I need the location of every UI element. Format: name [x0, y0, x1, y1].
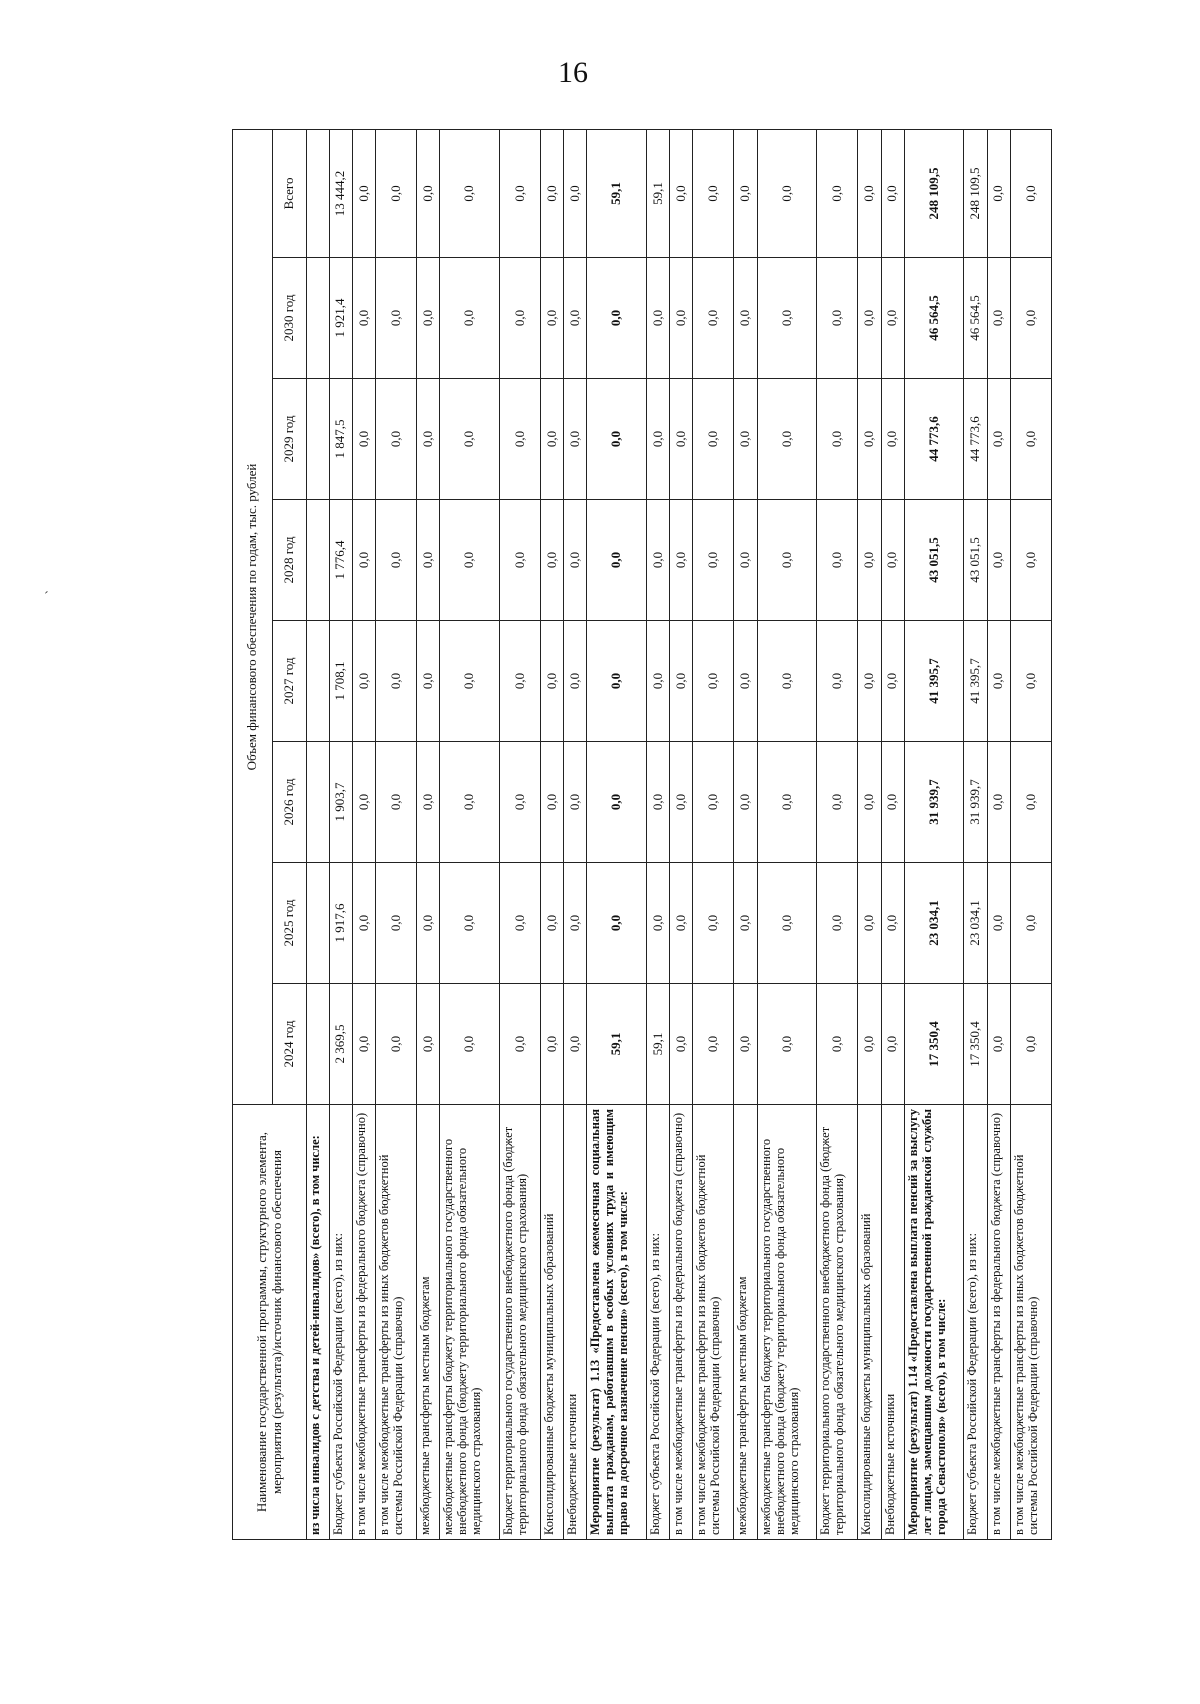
- table-row: [564, 129, 587, 1539]
- value-cell: 0,0: [352, 742, 375, 863]
- row-name-cell: Бюджет субъекта Российской Федерации (всего), из них:: [329, 1105, 352, 1540]
- value-cell: 0,0: [693, 379, 734, 500]
- value-cell: 23 034,1: [904, 863, 964, 984]
- value-cell: 0,0: [499, 258, 540, 379]
- value-cell: 0,0: [693, 984, 734, 1105]
- value-cell: 0,0: [757, 500, 817, 621]
- value-cell: 43 051,5: [964, 500, 987, 621]
- value-cell: 0,0: [757, 984, 817, 1105]
- table-row: [540, 129, 563, 1539]
- rotated-table-wrapper: [232, 130, 1052, 1540]
- value-cell: 23 034,1: [964, 863, 987, 984]
- value-cell: 0,0: [499, 742, 540, 863]
- measure-row: [307, 129, 330, 1539]
- value-cell: 46 564,5: [964, 258, 987, 379]
- value-cell: 0,0: [646, 621, 669, 742]
- value-cell: 44 773,6: [904, 379, 964, 500]
- table-row: [858, 129, 881, 1539]
- row-name-cell: Внебюджетные источники: [564, 1105, 587, 1540]
- value-cell: 0,0: [417, 863, 440, 984]
- value-cell: 31 939,7: [904, 742, 964, 863]
- table-row: [987, 129, 1010, 1539]
- value-cell: 0,0: [987, 258, 1010, 379]
- table-row: [440, 129, 500, 1539]
- row-name-cell: Внебюджетные источники: [881, 1105, 904, 1540]
- row-name-cell: Бюджет территориального государственного внебюджетного фонда (бюджет территориального фонда обязательного медицинского страхования): [499, 1105, 540, 1540]
- value-cell: 43 051,5: [904, 500, 964, 621]
- value-cell: 0,0: [817, 129, 858, 257]
- value-cell: 0,0: [540, 129, 563, 257]
- value-cell: 0,0: [440, 621, 500, 742]
- value-cell: 0,0: [881, 863, 904, 984]
- table-row: [352, 129, 375, 1539]
- value-cell: 0,0: [881, 129, 904, 257]
- value-cell: 1 917,6: [329, 863, 352, 984]
- scan-mark: ´: [44, 590, 49, 605]
- value-cell: 0,0: [540, 863, 563, 984]
- value-cell: 0,0: [693, 129, 734, 257]
- row-name-cell: Бюджет территориального государственного внебюджетного фонда (бюджет территориального фонда обязательного медицинского страхования): [817, 1105, 858, 1540]
- value-cell: 0,0: [440, 863, 500, 984]
- value-cell: [307, 863, 330, 984]
- value-cell: 0,0: [417, 379, 440, 500]
- value-cell: 59,1: [646, 129, 669, 257]
- value-cell: 0,0: [858, 742, 881, 863]
- value-cell: 0,0: [375, 500, 416, 621]
- value-cell: 0,0: [417, 258, 440, 379]
- header-year-cell: 2028 год: [273, 500, 307, 621]
- value-cell: 0,0: [1010, 500, 1051, 621]
- value-cell: 0,0: [987, 621, 1010, 742]
- row-name-cell: в том числе межбюджетные трансферты из федерального бюджета (справочно): [352, 1105, 375, 1540]
- value-cell: 0,0: [352, 129, 375, 257]
- value-cell: 13 444,2: [329, 129, 352, 257]
- value-cell: 0,0: [817, 258, 858, 379]
- value-cell: 0,0: [757, 742, 817, 863]
- value-cell: 0,0: [734, 863, 757, 984]
- value-cell: 0,0: [987, 500, 1010, 621]
- value-cell: 0,0: [540, 500, 563, 621]
- row-name-cell: в том числе межбюджетные трансферты из иных бюджетов бюджетной системы Российской Федерации (справочно): [375, 1105, 416, 1540]
- measure-row: [904, 129, 964, 1539]
- row-name-cell: межбюджетные трансферты бюджету территориального государственного внебюджетного фонда (бюджету территориального фонда обязательного медицинского страхования): [440, 1105, 500, 1540]
- row-name-cell: Мероприятие (результат) 1.14 «Предоставлена выплата пенсий за выслугу лет лицам, замещавшим должности государственной гражданской службы города Севастополя» (всего), в том числе:: [904, 1105, 964, 1540]
- value-cell: 0,0: [817, 379, 858, 500]
- value-cell: 0,0: [540, 379, 563, 500]
- value-cell: 0,0: [417, 742, 440, 863]
- value-cell: 0,0: [858, 984, 881, 1105]
- value-cell: 0,0: [564, 129, 587, 257]
- value-cell: 0,0: [587, 500, 647, 621]
- value-cell: 0,0: [734, 742, 757, 863]
- financing-table: [232, 129, 1052, 1540]
- value-cell: 0,0: [757, 129, 817, 257]
- header-financing-group: Объем финансового обеспечения по годам, тыс. рублей: [233, 129, 273, 1104]
- value-cell: 0,0: [417, 621, 440, 742]
- value-cell: 0,0: [375, 984, 416, 1105]
- value-cell: 0,0: [670, 863, 693, 984]
- value-cell: [307, 129, 330, 257]
- value-cell: 0,0: [734, 621, 757, 742]
- header-year-cell: 2030 год: [273, 258, 307, 379]
- value-cell: 0,0: [858, 500, 881, 621]
- value-cell: 0,0: [564, 258, 587, 379]
- value-cell: 0,0: [352, 379, 375, 500]
- value-cell: [307, 742, 330, 863]
- table-body: [307, 129, 1052, 1539]
- row-name-cell: в том числе межбюджетные трансферты из федерального бюджета (справочно): [987, 1105, 1010, 1540]
- value-cell: 0,0: [858, 621, 881, 742]
- value-cell: 0,0: [1010, 984, 1051, 1105]
- value-cell: 0,0: [564, 621, 587, 742]
- value-cell: [307, 379, 330, 500]
- row-name-cell: Бюджет субъекта Российской Федерации (всего), из них:: [646, 1105, 669, 1540]
- value-cell: 0,0: [693, 621, 734, 742]
- value-cell: 0,0: [1010, 621, 1051, 742]
- value-cell: 0,0: [757, 863, 817, 984]
- value-cell: 0,0: [352, 863, 375, 984]
- row-name-cell: Мероприятие (результат) 1.13 «Предоставлена ежемесячная социальная выплата гражданам, работавшим в особых условиях труда и имеющим право на досрочное назначение пенсии» (всего), в том числе:: [587, 1105, 647, 1540]
- value-cell: [307, 258, 330, 379]
- row-name-cell: в том числе межбюджетные трансферты из иных бюджетов бюджетной системы Российской Федерации (справочно): [693, 1105, 734, 1540]
- value-cell: 0,0: [352, 621, 375, 742]
- value-cell: 0,0: [540, 621, 563, 742]
- value-cell: 0,0: [440, 258, 500, 379]
- value-cell: 0,0: [1010, 258, 1051, 379]
- value-cell: 0,0: [858, 129, 881, 257]
- value-cell: 0,0: [440, 500, 500, 621]
- value-cell: 0,0: [646, 863, 669, 984]
- value-cell: 0,0: [858, 258, 881, 379]
- value-cell: 0,0: [499, 500, 540, 621]
- value-cell: 0,0: [670, 500, 693, 621]
- value-cell: 0,0: [1010, 129, 1051, 257]
- value-cell: 0,0: [670, 258, 693, 379]
- table-header: [233, 129, 307, 1539]
- value-cell: 0,0: [858, 379, 881, 500]
- value-cell: 2 369,5: [329, 984, 352, 1105]
- value-cell: 0,0: [440, 984, 500, 1105]
- value-cell: 0,0: [987, 863, 1010, 984]
- value-cell: 0,0: [375, 863, 416, 984]
- table-row: [375, 129, 416, 1539]
- row-name-cell: в том числе межбюджетные трансферты из федерального бюджета (справочно): [670, 1105, 693, 1540]
- value-cell: 0,0: [352, 500, 375, 621]
- value-cell: 0,0: [817, 621, 858, 742]
- table-row: [693, 129, 734, 1539]
- value-cell: 0,0: [693, 742, 734, 863]
- value-cell: 0,0: [817, 500, 858, 621]
- table-row: [734, 129, 757, 1539]
- table-row: [757, 129, 817, 1539]
- value-cell: 0,0: [352, 984, 375, 1105]
- value-cell: 0,0: [587, 379, 647, 500]
- value-cell: [307, 621, 330, 742]
- value-cell: 1 708,1: [329, 621, 352, 742]
- table-row: [499, 129, 540, 1539]
- table-row: [817, 129, 858, 1539]
- value-cell: 0,0: [987, 129, 1010, 257]
- value-cell: 0,0: [564, 863, 587, 984]
- value-cell: 0,0: [440, 379, 500, 500]
- value-cell: 0,0: [817, 742, 858, 863]
- value-cell: 0,0: [375, 621, 416, 742]
- row-name-cell: межбюджетные трансферты местным бюджетам: [734, 1105, 757, 1540]
- value-cell: 1 921,4: [329, 258, 352, 379]
- value-cell: 0,0: [375, 379, 416, 500]
- value-cell: 31 939,7: [964, 742, 987, 863]
- value-cell: 0,0: [670, 379, 693, 500]
- value-cell: [307, 500, 330, 621]
- header-year-cell: 2027 год: [273, 621, 307, 742]
- value-cell: 0,0: [881, 258, 904, 379]
- value-cell: 0,0: [734, 984, 757, 1105]
- value-cell: 0,0: [440, 129, 500, 257]
- value-cell: 0,0: [1010, 742, 1051, 863]
- row-name-cell: Консолидированные бюджеты муниципальных образований: [540, 1105, 563, 1540]
- value-cell: 0,0: [757, 621, 817, 742]
- value-cell: 0,0: [670, 621, 693, 742]
- value-cell: 0,0: [693, 500, 734, 621]
- value-cell: 59,1: [587, 129, 647, 257]
- value-cell: 0,0: [881, 500, 904, 621]
- value-cell: 41 395,7: [964, 621, 987, 742]
- value-cell: 0,0: [499, 863, 540, 984]
- value-cell: 0,0: [757, 379, 817, 500]
- value-cell: 0,0: [375, 129, 416, 257]
- value-cell: 0,0: [646, 258, 669, 379]
- table-row: [964, 129, 987, 1539]
- value-cell: 0,0: [734, 258, 757, 379]
- value-cell: 0,0: [987, 984, 1010, 1105]
- value-cell: 0,0: [734, 500, 757, 621]
- value-cell: 0,0: [734, 379, 757, 500]
- value-cell: 0,0: [693, 258, 734, 379]
- value-cell: 0,0: [670, 742, 693, 863]
- value-cell: 0,0: [587, 258, 647, 379]
- page-number: 16: [558, 56, 588, 89]
- value-cell: 17 350,4: [904, 984, 964, 1105]
- value-cell: 0,0: [417, 984, 440, 1105]
- value-cell: 0,0: [587, 621, 647, 742]
- value-cell: 1 903,7: [329, 742, 352, 863]
- value-cell: 0,0: [499, 984, 540, 1105]
- table-row: [417, 129, 440, 1539]
- row-name-cell: межбюджетные трансферты местным бюджетам: [417, 1105, 440, 1540]
- value-cell: 0,0: [881, 621, 904, 742]
- value-cell: 0,0: [540, 258, 563, 379]
- header-year-cell: 2029 год: [273, 379, 307, 500]
- value-cell: 1 776,4: [329, 500, 352, 621]
- value-cell: 0,0: [352, 258, 375, 379]
- value-cell: 0,0: [1010, 379, 1051, 500]
- row-name-cell: из числа инвалидов с детства и детей-инвалидов» (всего), в том числе:: [307, 1105, 330, 1540]
- value-cell: 248 109,5: [964, 129, 987, 257]
- value-cell: 0,0: [440, 742, 500, 863]
- value-cell: 0,0: [375, 258, 416, 379]
- value-cell: 0,0: [375, 742, 416, 863]
- value-cell: 0,0: [499, 129, 540, 257]
- value-cell: 0,0: [987, 379, 1010, 500]
- value-cell: 0,0: [564, 742, 587, 863]
- value-cell: 0,0: [817, 984, 858, 1105]
- header-year-cell: 2024 год: [273, 984, 307, 1105]
- value-cell: 0,0: [587, 742, 647, 863]
- value-cell: 248 109,5: [904, 129, 964, 257]
- measure-row: [587, 129, 647, 1539]
- value-cell: 0,0: [564, 984, 587, 1105]
- value-cell: 0,0: [987, 742, 1010, 863]
- value-cell: 0,0: [417, 500, 440, 621]
- header-year-cell: 2025 год: [273, 863, 307, 984]
- value-cell: 46 564,5: [904, 258, 964, 379]
- value-cell: 59,1: [587, 984, 647, 1105]
- value-cell: 0,0: [499, 621, 540, 742]
- row-name-cell: в том числе межбюджетные трансферты из иных бюджетов бюджетной системы Российской Федерации (справочно): [1010, 1105, 1051, 1540]
- table-row: [670, 129, 693, 1539]
- value-cell: 0,0: [646, 379, 669, 500]
- table-row: [881, 129, 904, 1539]
- value-cell: 0,0: [540, 742, 563, 863]
- value-cell: 0,0: [881, 742, 904, 863]
- header-year-cell: 2026 год: [273, 742, 307, 863]
- value-cell: 0,0: [817, 863, 858, 984]
- value-cell: 0,0: [540, 984, 563, 1105]
- value-cell: 44 773,6: [964, 379, 987, 500]
- table-row: [329, 129, 352, 1539]
- value-cell: 41 395,7: [904, 621, 964, 742]
- row-name-cell: Консолидированные бюджеты муниципальных образований: [858, 1105, 881, 1540]
- row-name-cell: Бюджет субъекта Российской Федерации (всего), из них:: [964, 1105, 987, 1540]
- value-cell: 0,0: [757, 258, 817, 379]
- value-cell: 0,0: [670, 984, 693, 1105]
- value-cell: 0,0: [646, 500, 669, 621]
- value-cell: 0,0: [670, 129, 693, 257]
- value-cell: 0,0: [646, 742, 669, 863]
- header-year-cell: Всего: [273, 129, 307, 257]
- table-row: [646, 129, 669, 1539]
- table-row: [1010, 129, 1051, 1539]
- value-cell: 0,0: [499, 379, 540, 500]
- value-cell: 0,0: [693, 863, 734, 984]
- value-cell: 17 350,4: [964, 984, 987, 1105]
- value-cell: [307, 984, 330, 1105]
- header-name-column: Наименование государственной программы, структурного элемента, мероприятия (результата)/источник финансового обеспечения: [233, 1105, 307, 1540]
- value-cell: 0,0: [858, 863, 881, 984]
- value-cell: 0,0: [587, 863, 647, 984]
- value-cell: 0,0: [734, 129, 757, 257]
- value-cell: 0,0: [881, 984, 904, 1105]
- value-cell: 0,0: [881, 379, 904, 500]
- row-name-cell: межбюджетные трансферты бюджету территориального государственного внебюджетного фонда (бюджету территориального фонда обязательного медицинского страхования): [757, 1105, 817, 1540]
- value-cell: 0,0: [417, 129, 440, 257]
- value-cell: 0,0: [1010, 863, 1051, 984]
- value-cell: 1 847,5: [329, 379, 352, 500]
- value-cell: 59,1: [646, 984, 669, 1105]
- value-cell: 0,0: [564, 500, 587, 621]
- value-cell: 0,0: [564, 379, 587, 500]
